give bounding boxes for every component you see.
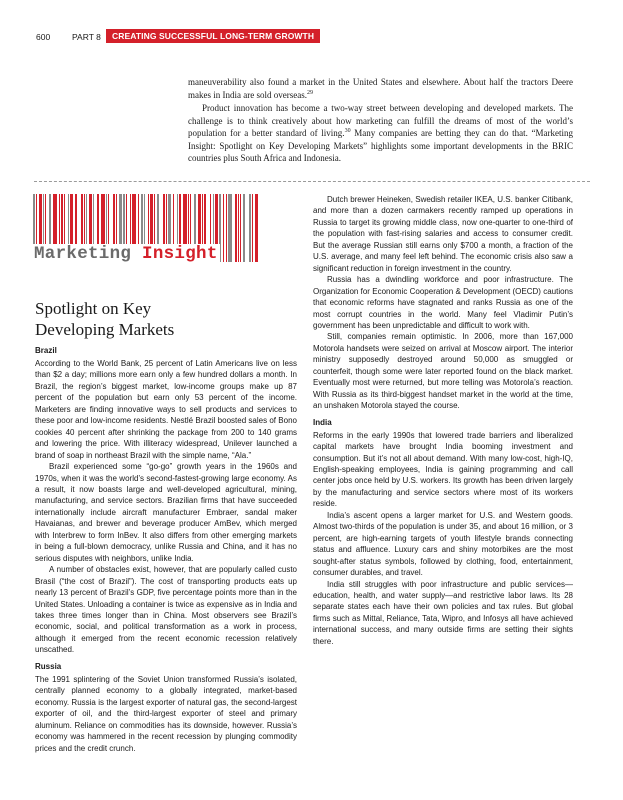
brazil-paragraph-1: According to the World Bank, 25 percent of Latin Americans live on less than $2 a day; millions more earn only a few hundred dollars a month. In Brazil, the region’s biggest market, low-income groups make up 87 percent of the population but earn only 53 percent of the income. Marketers are finding innovative ways to sell products and services to these poor and low-income residents. Nestlé Brazil boosted sales of Bono cookies 40 percent after shrinking the package from 200 to 140 grams and lowering the price. With illiteracy widespread, Unilever launched a brand of soap in northeast Brazil with the simple name, “Ala.” <box>35 359 297 460</box>
feature-left-column <box>35 298 297 754</box>
intro-p2-text-a: Product innovation has become a two-way street between developing and developed markets. The challenge is to think creatively about how marketing can fulfill the dreams of most of the world’s population for a better standard of living. <box>188 103 573 139</box>
barcode-bar <box>255 194 258 262</box>
insight-word-insight: Insight <box>142 244 218 264</box>
russia-paragraph-4: Still, companies remain optimistic. In 2006, more than 167,000 Motorola handsets were seized on arrival at Moscow airport. The interior ministry supposedly destroyed around 50,000 as smuggled or counterfeit, though some were later reported found on the black market. Eventually most were returned, but more telling was Motorola’s reaction. With Russia as its third-biggest handset market in the world at the time, an unshaken Motorola stayed the course. <box>313 332 573 411</box>
marketing-insight-logo <box>32 244 220 264</box>
russia-paragraph-3: Russia has a dwindling workforce and poor infrastructure. The Organization for Economic Cooperation & Development (OECD) cautions that economic reforms have stagnated and ranks Russia as one of the most corrupt countries in the world. Many feel Vladimir Putin’s government has been unpredictable and difficult to work with. <box>313 275 573 330</box>
insight-word-marketing: Marketing <box>34 244 132 264</box>
page-number: 600 <box>36 32 51 42</box>
intro-paragraph-2 <box>188 102 573 165</box>
barcode-bar <box>240 194 241 262</box>
part-label: PART 8 <box>72 32 101 42</box>
india-paragraph-3: India still struggles with poor infrastructure and public services—education, health, and water supply—and restrictive labor laws. Its 28 separate states each have their own policies and tax rules. But global firms such as Mittal, Reliance, Tata, Wipro, and Infosys all have achieved international success, and many outside firms are setting their sights there. <box>313 579 573 646</box>
footnote-29: 29 <box>306 89 313 96</box>
barcode-bar <box>223 194 224 262</box>
intro-paragraph-1 <box>188 76 573 101</box>
russia-paragraph-2: Dutch brewer Heineken, Swedish retailer IKEA, U.S. banker Citibank, and more than a dozen carmakers recently ramped up operations in Russia to target its growing middle class, now one-quarter to one-third of the population with fast-rising salaries and access to consumer credit. But the average Russian still earns only $700 a month, a fraction of the U.S. average, and many feel left behind. The economic crisis also saw a significant reduction in foreign investment in the country. <box>313 195 573 273</box>
feature-title <box>35 298 297 340</box>
section-heading-india: India <box>313 417 332 427</box>
section-heading-brazil: Brazil <box>35 346 57 355</box>
feature-title-line-2: Developing Markets <box>35 320 175 339</box>
barcode-bar <box>252 194 253 262</box>
barcode-bar <box>228 194 232 262</box>
barcode-bar <box>226 194 227 262</box>
footnote-30: 30 <box>344 128 351 135</box>
section-heading-russia: Russia <box>35 661 62 671</box>
feature-right-column <box>313 194 573 647</box>
intro-p1-text: maneuverability also found a market in the United States and elsewhere. About half the tractors Deere makes in India are sold overseas. <box>188 77 573 100</box>
brazil-paragraph-3: A number of obstacles exist, however, that are popularly called custo Brasil (“the cost of Brazil”). The cost of transporting products eats up nearly 13 percent of Brazil’s GDP, five percentage points more than in the United States. Unloading a container is twice as expensive as in India and takes three times longer than in China. Most observers see Brazil’s economic, social, and political transformation as a work in process, although it emerged from the recent economic recession relatively unscathed. <box>35 565 297 655</box>
barcode-bar <box>249 194 251 262</box>
barcode-bar <box>235 194 237 262</box>
feature-title-line-1: Spotlight on Key <box>35 299 152 318</box>
barcode-bar <box>243 194 245 262</box>
part-banner: CREATING SUCCESSFUL LONG-TERM GROWTH <box>106 29 320 43</box>
india-paragraph-2: India’s ascent opens a larger market for U.S. and Western goods. Almost two-thirds of the population is under 35, and about 16 million, or 3 percent, are high-earning targets of youth lifestyle brands connecting status and affluence. Luxury cars and shiny motorbikes are the most sought-after status symbols, followed by clothing, food, entertainment, consumer durables, and travel. <box>313 510 573 578</box>
intro-p2-text-b: Many companies are betting they can do that. “Marketing Insight: Spotlight on Key Developing Markets” highlights some important developments in the BRIC countries plus South Africa and Indonesia. <box>188 128 573 164</box>
brazil-paragraph-2: Brazil experienced some “go-go” growth years in the 1960s and 1970s, when it was the world’s second-fastest-growing large economy. As a result, it now boasts large and well-developed agricultural, mining, manufacturing, and service sectors. Brazilian firms that have succeeded internationally include aircraft manufacturer Embraer, sandal maker Havaianas, and brewer and beverage producer AmBev, which merged with Interbrew to form InBev. It also differs from other emerging markets in being a full-blown democracy, unlike Russia and China, and it has no serious disputes with neighbors, unlike India. <box>35 462 297 563</box>
russia-paragraph-1: The 1991 splintering of the Soviet Union transformed Russia’s isolated, centrally planned economy to a globally integrated, market-based economy. Russia is the largest exporter of natural gas, the second-largest exporter of oil, and the third-largest exporter of steel and primary aluminum. Reliance on commodities has its downside, however. Russia’s economy was hammered in the recent recession by plunging commodity prices and the credit crunch. <box>35 674 297 753</box>
barcode-bar <box>238 194 239 262</box>
section-divider <box>34 181 590 182</box>
india-paragraph-1: Reforms in the early 1990s that lowered trade barriers and liberalized capital markets have brought India booming investment and consumption. But it’s not all about demand. With many low-cost, high-IQ, English-speaking employees, India is gaining programming and call center jobs once held by U.S. workers. Its growth has been driven largely by the manufacturing and service sectors where most of its workers reside. <box>313 430 573 509</box>
